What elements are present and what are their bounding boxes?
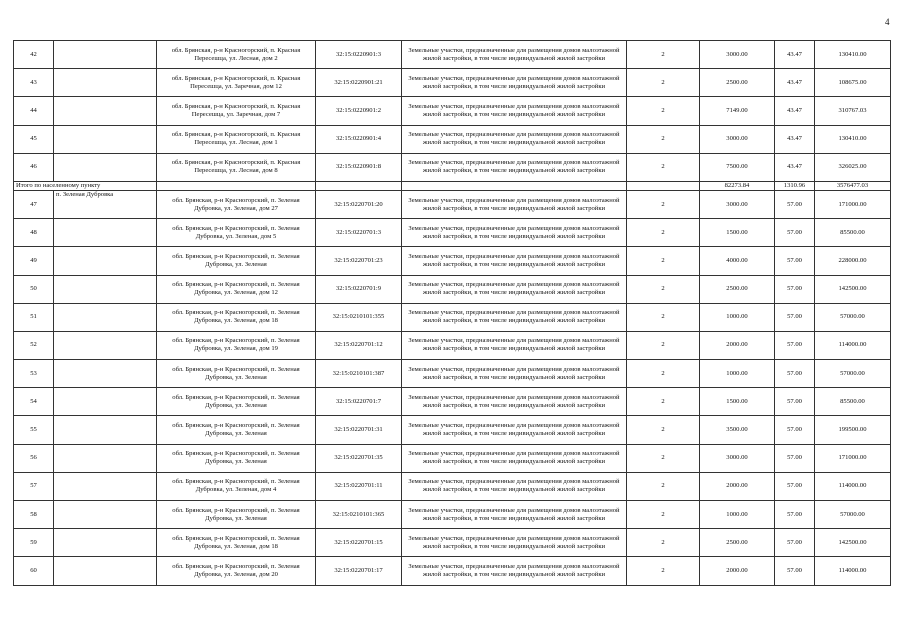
row-number: 47 (14, 190, 54, 218)
group-cell: 2 (627, 444, 700, 472)
row-number: 45 (14, 125, 54, 153)
subtotal-empty (316, 181, 402, 190)
group-cell: 2 (627, 41, 700, 69)
settlement-cell (54, 69, 157, 97)
price-cell: 43.47 (775, 41, 815, 69)
price-cell: 57.00 (775, 444, 815, 472)
row-number: 43 (14, 69, 54, 97)
value-cell: 171000.00 (815, 444, 891, 472)
value-cell: 142500.00 (815, 275, 891, 303)
purpose-cell: Земельные участки, предназначенные для размещения домов малоэтажной жилой застройки, в том числе индивидуальной жилой застройки (402, 388, 627, 416)
row-number: 42 (14, 41, 54, 69)
address-cell: обл. Брянская, р-н Красногорский, п. Красная Пересешца, ул. Лесная, дом 8 (157, 153, 316, 181)
price-cell: 57.00 (775, 303, 815, 331)
row-number: 50 (14, 275, 54, 303)
settlement-name: п. Зеленая Дубровка (54, 190, 157, 218)
value-cell: 114000.00 (815, 331, 891, 359)
row-number: 59 (14, 529, 54, 557)
address-cell: обл. Брянская, р-н Красногорский, п. Зеленая Дубровка, ул. Зеленая, дом 12 (157, 275, 316, 303)
group-cell: 2 (627, 219, 700, 247)
cadastral-number: 32:15:0220901:2 (316, 97, 402, 125)
row-number: 55 (14, 416, 54, 444)
value-cell: 57000.00 (815, 303, 891, 331)
value-cell: 199500.00 (815, 416, 891, 444)
area-cell: 1000.00 (700, 501, 775, 529)
value-cell: 142500.00 (815, 529, 891, 557)
group-cell: 2 (627, 97, 700, 125)
price-cell: 57.00 (775, 388, 815, 416)
price-cell: 57.00 (775, 501, 815, 529)
table-row (14, 529, 891, 557)
group-cell: 2 (627, 275, 700, 303)
address-cell: обл. Брянская, р-н Красногорский, п. Красная Пересешца, ул. Заречная, дом 7 (157, 97, 316, 125)
table-body (14, 41, 891, 586)
value-cell: 114000.00 (815, 472, 891, 500)
price-cell: 43.47 (775, 69, 815, 97)
address-cell: обл. Брянская, р-н Красногорский, п. Зеленая Дубровка, ул. Зеленая, дом 5 (157, 219, 316, 247)
table-row (14, 388, 891, 416)
purpose-cell: Земельные участки, предназначенные для размещения домов малоэтажной жилой застройки, в том числе индивидуальной жилой застройки (402, 331, 627, 359)
group-cell: 2 (627, 416, 700, 444)
price-cell: 57.00 (775, 416, 815, 444)
table-row (14, 41, 891, 69)
price-cell: 57.00 (775, 529, 815, 557)
value-cell: 85500.00 (815, 388, 891, 416)
group-cell: 2 (627, 557, 700, 585)
subtotal-empty (627, 181, 700, 190)
cadastral-number: 32:15:0220901:21 (316, 69, 402, 97)
land-plots-table (13, 40, 891, 586)
purpose-cell: Земельные участки, предназначенные для размещения домов малоэтажной жилой застройки, в том числе индивидуальной жилой застройки (402, 69, 627, 97)
address-cell: обл. Брянская, р-н Красногорский, п. Зеленая Дубровка, ул. Зеленая, дом 18 (157, 529, 316, 557)
row-number: 58 (14, 501, 54, 529)
table-row (14, 501, 891, 529)
address-cell: обл. Брянская, р-н Красногорский, п. Зеленая Дубровка, ул. Зеленая, дом 18 (157, 303, 316, 331)
settlement-cell (54, 360, 157, 388)
price-cell: 57.00 (775, 360, 815, 388)
table-row (14, 557, 891, 585)
table-row (14, 331, 891, 359)
cadastral-number: 32:15:0220701:17 (316, 557, 402, 585)
settlement-cell (54, 303, 157, 331)
purpose-cell: Земельные участки, предназначенные для размещения домов малоэтажной жилой застройки, в том числе индивидуальной жилой застройки (402, 501, 627, 529)
address-cell: обл. Брянская, р-н Красногорский, п. Красная Пересешца, ул. Лесная, дом 2 (157, 41, 316, 69)
row-number: 56 (14, 444, 54, 472)
purpose-cell: Земельные участки, предназначенные для размещения домов малоэтажной жилой застройки, в том числе индивидуальной жилой застройки (402, 275, 627, 303)
table-row (14, 275, 891, 303)
purpose-cell: Земельные участки, предназначенные для размещения домов малоэтажной жилой застройки, в том числе индивидуальной жилой застройки (402, 529, 627, 557)
group-cell: 2 (627, 190, 700, 218)
settlement-cell (54, 331, 157, 359)
purpose-cell: Земельные участки, предназначенные для размещения домов малоэтажной жилой застройки, в том числе индивидуальной жилой застройки (402, 125, 627, 153)
row-number: 54 (14, 388, 54, 416)
area-cell: 3500.00 (700, 416, 775, 444)
purpose-cell: Земельные участки, предназначенные для размещения домов малоэтажной жилой застройки, в том числе индивидуальной жилой застройки (402, 219, 627, 247)
cadastral-number: 32:15:0220701:15 (316, 529, 402, 557)
price-cell: 43.47 (775, 153, 815, 181)
settlement-cell (54, 472, 157, 500)
group-cell: 2 (627, 388, 700, 416)
price-cell: 43.47 (775, 125, 815, 153)
row-number: 53 (14, 360, 54, 388)
value-cell: 114000.00 (815, 557, 891, 585)
subtotal-label: Итого по населенному пункту (14, 181, 157, 190)
table-row (14, 247, 891, 275)
group-cell: 2 (627, 153, 700, 181)
settlement-cell (54, 153, 157, 181)
subtotal-price: 1310.96 (775, 181, 815, 190)
area-cell: 2000.00 (700, 472, 775, 500)
row-number: 48 (14, 219, 54, 247)
address-cell: обл. Брянская, р-н Красногорский, п. Зеленая Дубровка, ул. Зеленая, дом 20 (157, 557, 316, 585)
area-cell: 2500.00 (700, 275, 775, 303)
price-cell: 43.47 (775, 97, 815, 125)
group-cell: 2 (627, 501, 700, 529)
group-cell: 2 (627, 247, 700, 275)
table-row (14, 69, 891, 97)
area-cell: 3000.00 (700, 41, 775, 69)
row-number: 46 (14, 153, 54, 181)
price-cell: 57.00 (775, 557, 815, 585)
area-cell: 2500.00 (700, 529, 775, 557)
area-cell: 7149.00 (700, 97, 775, 125)
group-cell: 2 (627, 529, 700, 557)
table-row (14, 444, 891, 472)
table-row (14, 219, 891, 247)
area-cell: 7500.00 (700, 153, 775, 181)
address-cell: обл. Брянская, р-н Красногорский, п. Зеленая Дубровка, ул. Зеленая (157, 501, 316, 529)
page-number: 4 (885, 17, 890, 27)
settlement-cell (54, 41, 157, 69)
row-number: 51 (14, 303, 54, 331)
group-cell: 2 (627, 125, 700, 153)
area-cell: 2000.00 (700, 331, 775, 359)
purpose-cell: Земельные участки, предназначенные для размещения домов малоэтажной жилой застройки, в том числе индивидуальной жилой застройки (402, 416, 627, 444)
area-cell: 1500.00 (700, 388, 775, 416)
settlement-cell (54, 97, 157, 125)
row-number: 44 (14, 97, 54, 125)
value-cell: 57000.00 (815, 501, 891, 529)
subtotal-empty (402, 181, 627, 190)
address-cell: обл. Брянская, р-н Красногорский, п. Зеленая Дубровка, ул. Зеленая, дом 4 (157, 472, 316, 500)
cadastral-number: 32:15:0220701:20 (316, 190, 402, 218)
cadastral-number: 32:15:0220701:3 (316, 219, 402, 247)
row-number: 60 (14, 557, 54, 585)
row-number: 57 (14, 472, 54, 500)
value-cell: 85500.00 (815, 219, 891, 247)
price-cell: 57.00 (775, 190, 815, 218)
table-row (14, 190, 891, 218)
settlement-cell (54, 275, 157, 303)
value-cell: 108675.00 (815, 69, 891, 97)
settlement-cell (54, 416, 157, 444)
table-row (14, 416, 891, 444)
address-cell: обл. Брянская, р-н Красногорский, п. Зеленая Дубровка, ул. Зеленая (157, 360, 316, 388)
price-cell: 57.00 (775, 219, 815, 247)
subtotal-value: 3576477.03 (815, 181, 891, 190)
group-cell: 2 (627, 331, 700, 359)
purpose-cell: Земельные участки, предназначенные для размещения домов малоэтажной жилой застройки, в том числе индивидуальной жилой застройки (402, 97, 627, 125)
table-row (14, 125, 891, 153)
cadastral-number: 32:15:0220701:35 (316, 444, 402, 472)
area-cell: 4000.00 (700, 247, 775, 275)
price-cell: 57.00 (775, 331, 815, 359)
value-cell: 326025.00 (815, 153, 891, 181)
area-cell: 3000.00 (700, 125, 775, 153)
value-cell: 228000.00 (815, 247, 891, 275)
settlement-cell (54, 219, 157, 247)
cadastral-number: 32:15:0220701:7 (316, 388, 402, 416)
area-cell: 3000.00 (700, 444, 775, 472)
cadastral-number: 32:15:0220701:31 (316, 416, 402, 444)
address-cell: обл. Брянская, р-н Красногорский, п. Красная Пересешца, ул. Лесная, дом 1 (157, 125, 316, 153)
value-cell: 171000.00 (815, 190, 891, 218)
purpose-cell: Земельные участки, предназначенные для размещения домов малоэтажной жилой застройки, в том числе индивидуальной жилой застройки (402, 444, 627, 472)
address-cell: обл. Брянская, р-н Красногорский, п. Зеленая Дубровка, ул. Зеленая, дом 27 (157, 190, 316, 218)
settlement-cell (54, 501, 157, 529)
cadastral-number: 32:15:0220901:4 (316, 125, 402, 153)
purpose-cell: Земельные участки, предназначенные для размещения домов малоэтажной жилой застройки, в том числе индивидуальной жилой застройки (402, 557, 627, 585)
table-row (14, 472, 891, 500)
value-cell: 130410.00 (815, 41, 891, 69)
settlement-cell (54, 529, 157, 557)
table-row (14, 303, 891, 331)
purpose-cell: Земельные участки, предназначенные для размещения домов малоэтажной жилой застройки, в том числе индивидуальной жилой застройки (402, 472, 627, 500)
cadastral-number: 32:15:0220901:8 (316, 153, 402, 181)
row-number: 49 (14, 247, 54, 275)
group-cell: 2 (627, 69, 700, 97)
cadastral-number: 32:15:0220701:9 (316, 275, 402, 303)
cadastral-number: 32:15:0220701:12 (316, 331, 402, 359)
cadastral-number: 32:15:0220701:11 (316, 472, 402, 500)
area-cell: 2500.00 (700, 69, 775, 97)
address-cell: обл. Брянская, р-н Красногорский, п. Зеленая Дубровка, ул. Зеленая, дом 19 (157, 331, 316, 359)
area-cell: 3000.00 (700, 190, 775, 218)
area-cell: 1000.00 (700, 360, 775, 388)
cadastral-number: 32:15:0210101:355 (316, 303, 402, 331)
price-cell: 57.00 (775, 275, 815, 303)
area-cell: 2000.00 (700, 557, 775, 585)
address-cell: обл. Брянская, р-н Красногорский, п. Красная Пересешца, ул. Заречная, дом 12 (157, 69, 316, 97)
value-cell: 130410.00 (815, 125, 891, 153)
row-number: 52 (14, 331, 54, 359)
table-row (14, 360, 891, 388)
group-cell: 2 (627, 360, 700, 388)
settlement-cell (54, 125, 157, 153)
address-cell: обл. Брянская, р-н Красногорский, п. Зеленая Дубровка, ул. Зеленая (157, 444, 316, 472)
price-cell: 57.00 (775, 247, 815, 275)
address-cell: обл. Брянская, р-н Красногорский, п. Зеленая Дубровка, ул. Зеленая (157, 416, 316, 444)
subtotal-area: 82273.84 (700, 181, 775, 190)
area-cell: 1500.00 (700, 219, 775, 247)
settlement-cell (54, 247, 157, 275)
cadastral-number: 32:15:0220701:23 (316, 247, 402, 275)
settlement-cell (54, 444, 157, 472)
cadastral-number: 32:15:0210101:365 (316, 501, 402, 529)
purpose-cell: Земельные участки, предназначенные для размещения домов малоэтажной жилой застройки, в том числе индивидуальной жилой застройки (402, 41, 627, 69)
settlement-cell (54, 557, 157, 585)
cadastral-number: 32:15:0220901:3 (316, 41, 402, 69)
address-cell: обл. Брянская, р-н Красногорский, п. Зеленая Дубровка, ул. Зеленая (157, 247, 316, 275)
value-cell: 57000.00 (815, 360, 891, 388)
purpose-cell: Земельные участки, предназначенные для размещения домов малоэтажной жилой застройки, в том числе индивидуальной жилой застройки (402, 153, 627, 181)
table-row (14, 153, 891, 181)
price-cell: 57.00 (775, 472, 815, 500)
purpose-cell: Земельные участки, предназначенные для размещения домов малоэтажной жилой застройки, в том числе индивидуальной жилой застройки (402, 247, 627, 275)
subtotal-empty (157, 181, 316, 190)
cadastral-number: 32:15:0210101:387 (316, 360, 402, 388)
purpose-cell: Земельные участки, предназначенные для размещения домов малоэтажной жилой застройки, в том числе индивидуальной жилой застройки (402, 190, 627, 218)
value-cell: 310767.03 (815, 97, 891, 125)
area-cell: 1000.00 (700, 303, 775, 331)
purpose-cell: Земельные участки, предназначенные для размещения домов малоэтажной жилой застройки, в том числе индивидуальной жилой застройки (402, 360, 627, 388)
purpose-cell: Земельные участки, предназначенные для размещения домов малоэтажной жилой застройки, в том числе индивидуальной жилой застройки (402, 303, 627, 331)
address-cell: обл. Брянская, р-н Красногорский, п. Зеленая Дубровка, ул. Зеленая (157, 388, 316, 416)
group-cell: 2 (627, 303, 700, 331)
table-row (14, 97, 891, 125)
subtotal-row (14, 181, 891, 190)
settlement-cell (54, 388, 157, 416)
group-cell: 2 (627, 472, 700, 500)
